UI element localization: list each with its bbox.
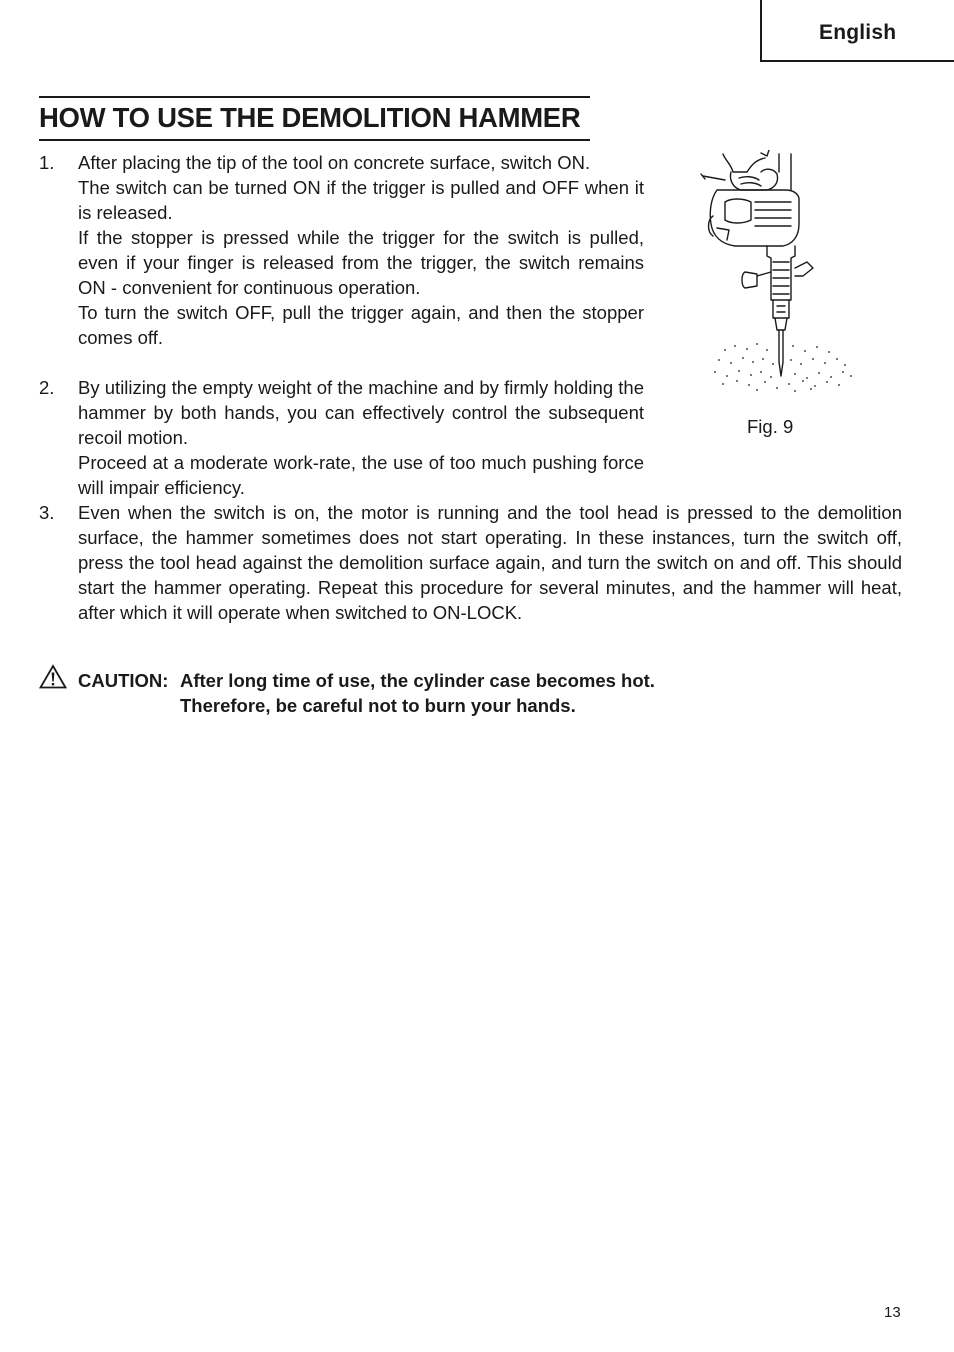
figure-caption: Fig. 9 bbox=[747, 416, 794, 437]
item-paragraph: Even when the switch is on, the motor is running and the tool head is pressed to the demolition surface, the hammer sometimes does not start operating. In these instances, turn the switch off, press the tool head against the demolition surface again, and turn the switch on and off. This should start the hammer operating. Repeat this procedure for several minutes, and the hammer will heat, after which it will operate when switched to ON-LOCK. bbox=[78, 502, 902, 623]
warning-triangle-icon bbox=[39, 664, 67, 689]
item-body bbox=[78, 375, 644, 500]
item-body bbox=[78, 500, 902, 625]
caution-text-line: After long time of use, the cylinder case becomes hot. bbox=[180, 670, 655, 691]
title-rule-bottom bbox=[39, 139, 590, 141]
demolition-hammer-illustration bbox=[695, 150, 865, 395]
item-paragraph: By utilizing the empty weight of the machine and by firmly holding the hammer by both hands, you can effectively control the subsequent recoil motion. bbox=[78, 377, 644, 448]
language-tab bbox=[760, 0, 954, 62]
caution-text-line: Therefore, be careful not to burn your hands. bbox=[180, 695, 576, 716]
item-paragraph: If the stopper is pressed while the trigger for the switch is pulled, even if your finger is released from the trigger, the switch remains ON - convenient for continuous operation. bbox=[78, 227, 644, 298]
item-number: 3. bbox=[39, 502, 55, 523]
section-title: HOW TO USE THE DEMOLITION HAMMER bbox=[39, 102, 581, 133]
item-paragraph: Proceed at a moderate work-rate, the use of too much pushing force will impair efficiency. bbox=[78, 452, 644, 498]
item-paragraph: To turn the switch OFF, pull the trigger again, and then the stopper comes off. bbox=[78, 302, 644, 348]
item-number: 1. bbox=[39, 152, 55, 173]
item-paragraph: After placing the tip of the tool on concrete surface, switch ON. bbox=[78, 152, 591, 173]
item-body bbox=[78, 150, 644, 350]
caution-label: CAUTION: bbox=[78, 670, 169, 691]
page-number: 13 bbox=[884, 1304, 901, 1321]
language-label: English bbox=[819, 21, 897, 44]
item-number: 2. bbox=[39, 377, 55, 398]
item-paragraph: The switch can be turned ON if the trigger is pulled and OFF when it is released. bbox=[78, 177, 644, 223]
